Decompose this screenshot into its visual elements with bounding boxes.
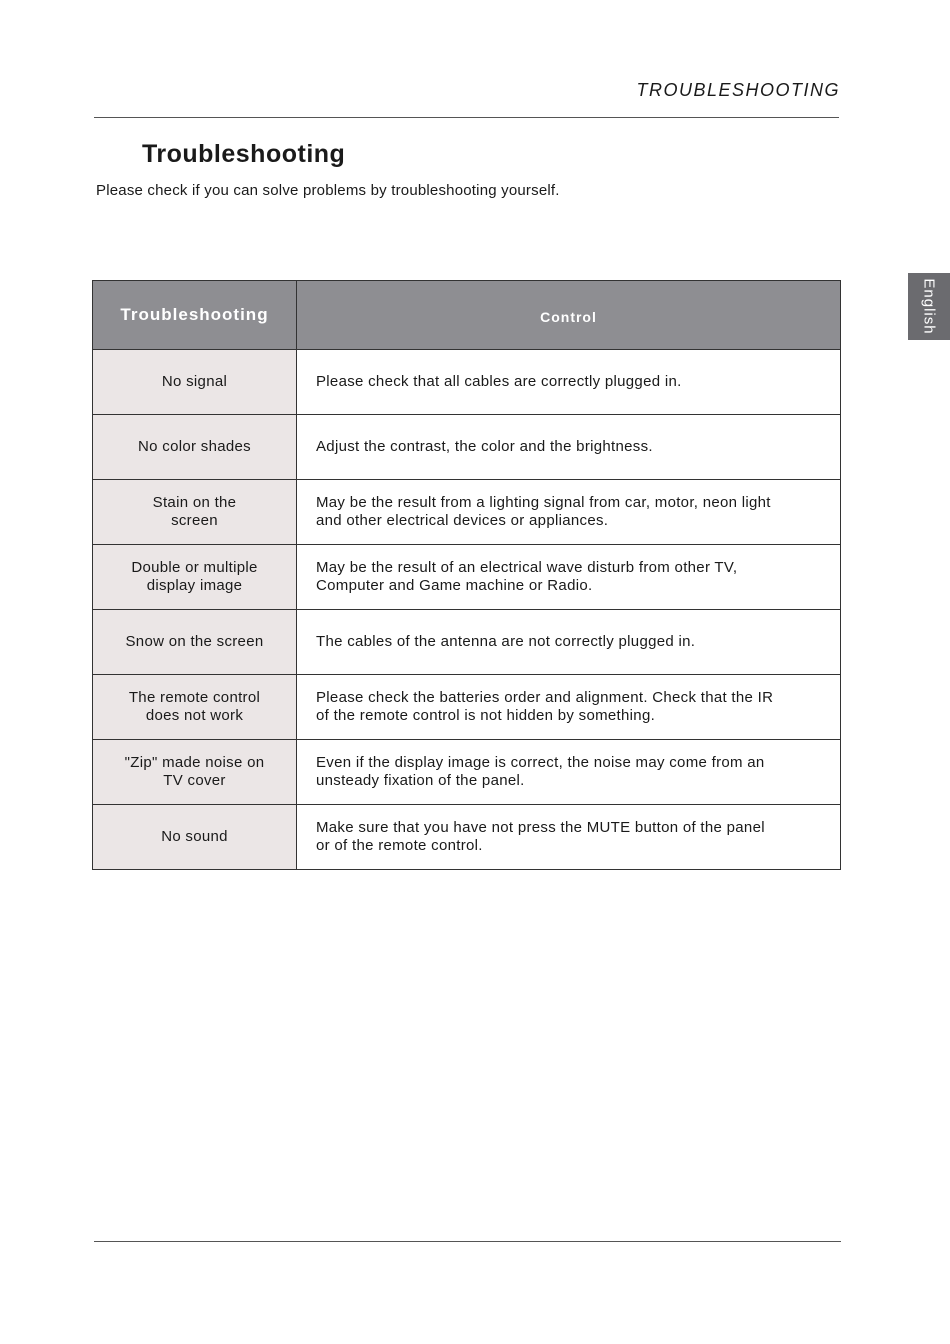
control-cell: May be the result from a lighting signal from car, motor, neon light and other electrical devices or appliances. (297, 480, 841, 545)
column-header-control: Control (297, 281, 841, 350)
table-row (93, 805, 841, 870)
column-header-problem: Troubleshooting (93, 281, 297, 350)
control-cell: Make sure that you have not press the MUTE button of the panel or of the remote control. (297, 805, 841, 870)
table-row (93, 350, 841, 415)
table-row (93, 545, 841, 610)
page-title: Troubleshooting (142, 140, 346, 168)
control-cell: Please check the batteries order and alignment. Check that the IR of the remote control is not hidden by something. (297, 675, 841, 740)
problem-cell: Stain on the screen (93, 480, 297, 545)
problem-cell: No signal (93, 350, 297, 415)
table-row (93, 480, 841, 545)
language-tab (908, 273, 950, 340)
control-cell: Please check that all cables are correctly plugged in. (297, 350, 841, 415)
control-cell: Adjust the contrast, the color and the brightness. (297, 415, 841, 480)
language-tab-label: English (920, 278, 938, 335)
table-row (93, 675, 841, 740)
header-divider (94, 117, 839, 118)
table-header-row (93, 281, 841, 350)
problem-cell: The remote control does not work (93, 675, 297, 740)
problem-cell: "Zip" made noise on TV cover (93, 740, 297, 805)
problem-cell: No sound (93, 805, 297, 870)
control-cell: The cables of the antenna are not correctly plugged in. (297, 610, 841, 675)
problem-cell: Snow on the screen (93, 610, 297, 675)
problem-cell: Double or multiple display image (93, 545, 297, 610)
table-row (93, 740, 841, 805)
problem-cell: No color shades (93, 415, 297, 480)
footer-divider (94, 1241, 841, 1242)
table-row (93, 415, 841, 480)
troubleshooting-table (92, 280, 841, 870)
control-cell: May be the result of an electrical wave disturb from other TV, Computer and Game machine or Radio. (297, 545, 841, 610)
running-header: TROUBLESHOOTING (636, 80, 840, 100)
intro-text: Please check if you can solve problems by troubleshooting yourself. (96, 182, 560, 199)
control-cell: Even if the display image is correct, the noise may come from an unsteady fixation of the panel. (297, 740, 841, 805)
table-row (93, 610, 841, 675)
